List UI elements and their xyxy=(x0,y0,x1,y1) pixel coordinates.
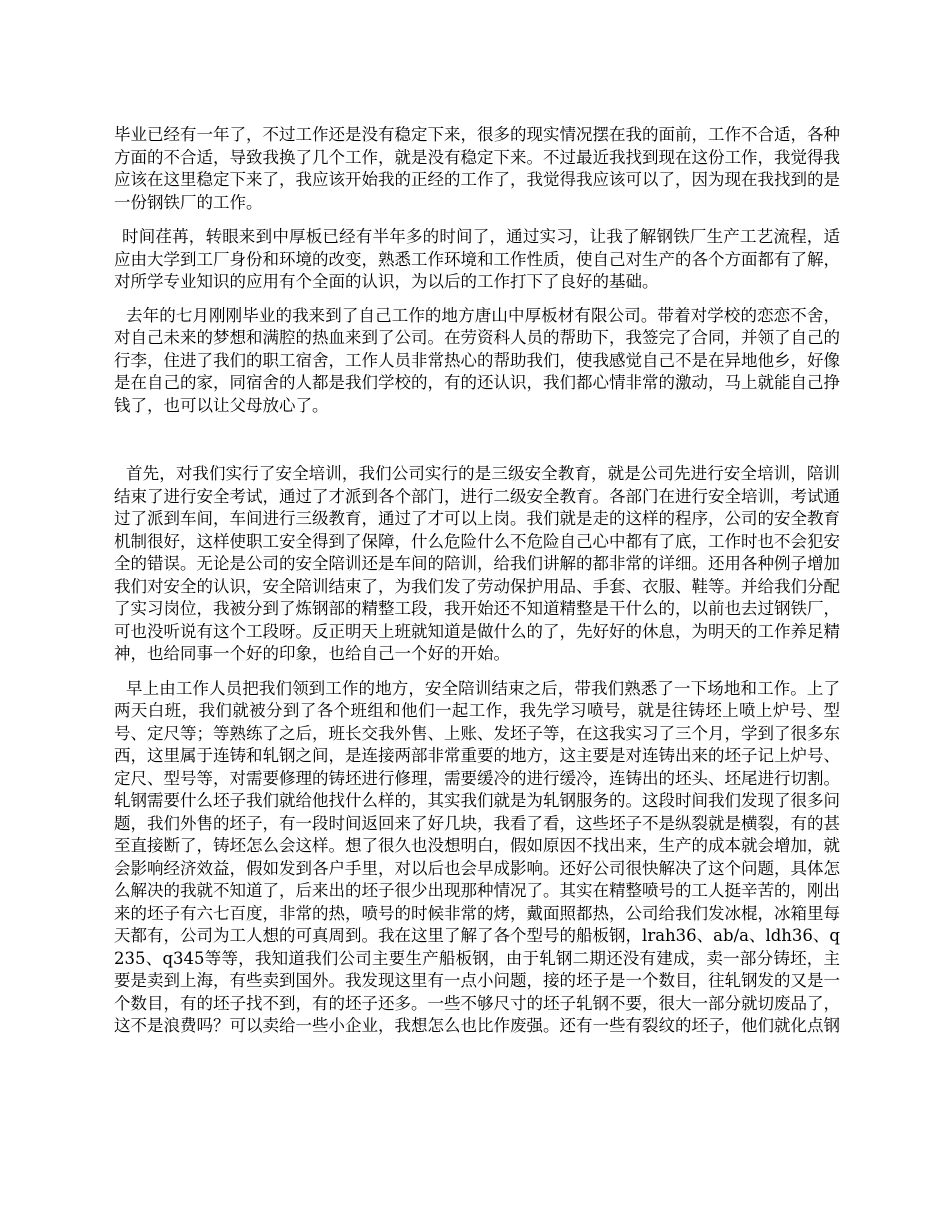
paragraph-2: 时间荏苒，转眼来到中厚板已经有半年多的时间了，通过实习，让我了解钢铁厂生产工艺流程，适应由大学到工厂身份和环境的改变，熟悉工作环境和工作性质，使自己对生产的各个方面都有了解，对所学专业知识的应用有个全面的认识，为以后的工作打下了良好的基础。 xyxy=(114,227,840,291)
document-body xyxy=(114,124,840,1038)
paragraph-4: 首先，对我们实行了安全培训，我们公司实行的是三级安全教育，就是公司先进行安全培训，陪训结束了进行安全考试，通过了才派到各个部门，进行二级安全教育。各部门在进行安全培训，考试通过了派到车间，车间进行三级教育，通过了才可以上岗。我们就是走的这样的程序，公司的安全教育机制很好，这样使职工安全得到了保障，什么危险什么不危险自己心中都有了底，工作时也不会犯安全的错误。无论是公司的安全陪训还是车间的陪训，给我们讲解的都非常的详细。还用各种例子增加我们对安全的认识，安全陪训结束了，为我们发了劳动保护用品、手套、衣服、鞋等。并给我们分配了实习岗位，我被分到了炼钢部的精整工段，我开始还不知道精整是干什么的，以前也去过钢铁厂，可也没听说有这个工段呀。反正明天上班就知道是做什么的了，先好好的休息，为明天的工作养足精神，也给同事一个好的印象，也给自己一个好的开始。 xyxy=(114,464,840,663)
paragraph-5: 早上由工作人员把我们领到工作的地方，安全陪训结束之后，带我们熟悉了一下场地和工作。上了两天白班，我们就被分到了各个班组和他们一起工作，我先学习喷号，就是往铸坯上喷上炉号、型号、定尺等；等熟练了之后，班长交我外售、上账、发坯子等，在这我实习了三个月，学到了很多东西，这里属于连铸和轧钢之间，是连接两部非常重要的地方，这主要是对连铸出来的坯子记上炉号、定尺、型号等，对需要修理的铸坯进行修理，需要缓冷的进行缓冷，连铸出的坯头、坯尾进行切割。轧钢需要什么坯子我们就给他找什么样的，其实我们就是为轧钢服务的。这段时间我们发现了很多问题，我们外售的坯子，有一段时间返回来了好几块，我看了看，这些坯子不是纵裂就是横裂，有的甚至直接断了，铸坯怎么会这样。想了很久也没想明白，假如原因不找出来，生产的成本就会增加，就会影响经济效益，假如发到各户手里，对以后也会早成影响。还好公司很快解决了这个问题，具体怎么解决的我就不知道了，后来出的坯子很少出现那种情况了。其实在精整喷号的工人挺辛苦的，刚出来的坯子有六七百度，非常的热，喷号的时候非常的烤，戴面照都热，公司给我们发冰棍，冰箱里每天都有，公司为工人想的可真周到。我在这里了解了各个型号的船板钢，lrah36、ab/a、ldh36、q235、q345等等，我知道我们公司主要生产船板钢，由于轧钢二期还没有建成，卖一部分铸坯，主要是卖到上海，有些卖到国外。我发现这里有一点小问题，接的坯子是一个数目，往轧钢发的又是一个数目，有的坯子找不到，有的坯子还多。一些不够尺寸的坯子轧钢不要，很大一部分就切废品了，这不是浪费吗？可以卖给一些小企业，我想怎么也比作废强。还有一些有裂纹的坯子，他们就化点钢 xyxy=(114,678,840,1035)
paragraph-3: 去年的七月刚刚毕业的我来到了自己工作的地方唐山中厚板材有限公司。带着对学校的恋恋不舍，对自己未来的梦想和满腔的热血来到了公司。在劳资科人员的帮助下，我签完了合同，并领了自己的行李，住进了我们的职工宿舍，工作人员非常热心的帮助我们，使我感觉自己不是在异地他乡，好像是在自己的家，同宿舍的人都是我们学校的，有的还认识，我们都心情非常的激动，马上就能自己挣钱了，也可以让父母放心了。 xyxy=(114,305,840,415)
paragraph-1: 毕业已经有一年了，不过工作还是没有稳定下来，很多的现实情况摆在我的面前，工作不合适，各种方面的不合适，导致我换了几个工作，就是没有稳定下来。不过最近我找到现在这份工作，我觉得我应该在这里稳定下来了，我应该开始我的正经的工作了，我觉得我应该可以了，因为现在我找到的是一份钢铁厂的工作。 xyxy=(114,125,840,212)
